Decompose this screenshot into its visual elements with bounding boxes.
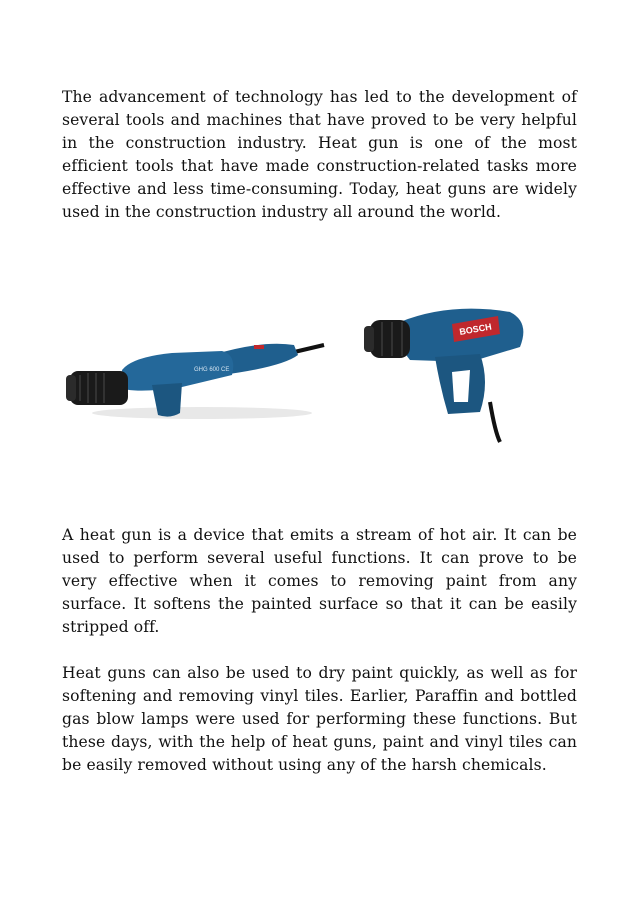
paragraph-uses: Heat guns can also be used to dry paint quickly, as well as for softening and removing vinyl tiles. Earlier, Paraffin and bottled gas blow lamps were used for performing these functions. But these days, with the help of heat guns, paint and vinyl tiles can be easily removed without using any of the harsh chemicals. — [62, 664, 577, 774]
heat-gun-left-label: GHG 600 CE — [194, 367, 230, 373]
heat-gun-image-left — [62, 315, 327, 425]
paragraph-definition: A heat gun is a device that emits a stream of hot air. It can be used to perform several useful functions. It can prove to be very effective when it comes to removing paint from any surface. It softens the painted surface so that it can be easily stripped off. — [62, 526, 577, 636]
heat-gun-right-brand: BOSCH — [458, 321, 493, 337]
paragraph-intro: The advancement of technology has led to the development of several tools and machines that have proved to be very helpful in the construction industry. Heat gun is one of the most efficient tools that have made construction-related tasks more effective and less time-consuming. Today, heat guns are widely used in the construction industry all around the world. — [62, 88, 577, 221]
heat-gun-image-right — [340, 292, 540, 452]
heat-gun-right-illustration — [340, 292, 540, 452]
heat-gun-left-illustration — [62, 315, 327, 425]
